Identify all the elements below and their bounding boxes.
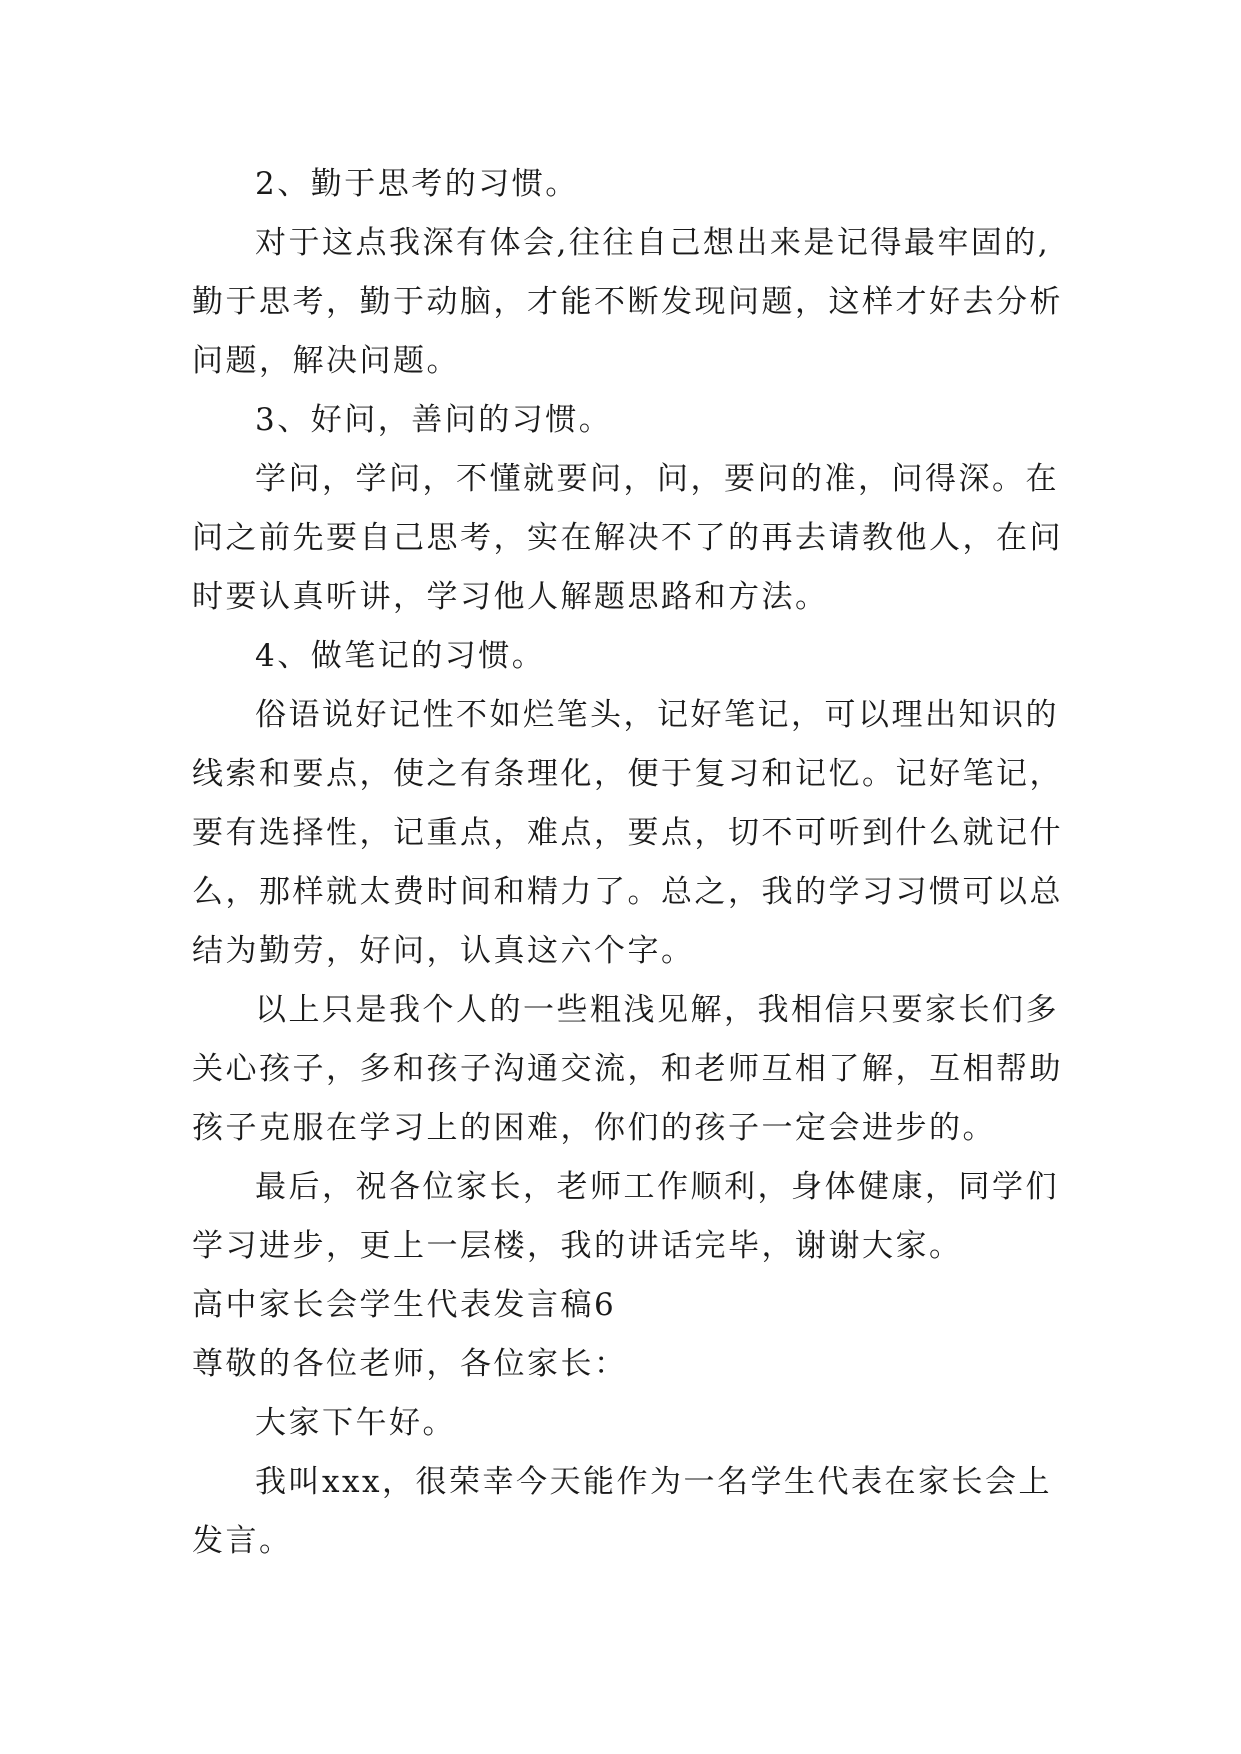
text-line: 问题，解决问题。: [192, 343, 460, 379]
text-line: 高中家长会学生代表发言稿6: [192, 1287, 617, 1323]
text-line: 尊敬的各位老师，各位家长：: [192, 1346, 628, 1382]
speech-6-salutation: [192, 1335, 1092, 1394]
item-2-heading: [192, 155, 1092, 214]
item-4-paragraph: [192, 686, 1092, 981]
text-line: 俗语说好记性不如烂笔头，记好笔记，可以理出知识的: [255, 697, 1059, 733]
text-line: 问之前先要自己思考，实在解决不了的再去请教他人，在问: [192, 520, 1063, 556]
text-line: 最后，祝各位家长，老师工作顺利，身体健康，同学们: [255, 1169, 1059, 1205]
item-2-paragraph: [192, 214, 1092, 391]
closing-paragraph-2: [192, 1158, 1092, 1276]
text-line: 2、勤于思考的习惯。: [255, 166, 579, 202]
speech-6-greeting: [192, 1394, 1092, 1453]
text-line: 学问，学问，不懂就要问，问，要问的准，问得深。在: [255, 461, 1059, 497]
text-line: 我叫xxx，很荣幸今天能作为一名学生代表在家长会上: [255, 1464, 1052, 1500]
document-body: [192, 155, 1092, 1571]
text-line: 勤于思考，勤于动脑，才能不断发现问题，这样才好去分析: [192, 284, 1063, 320]
text-line: 对于这点我深有体会,往往自己想出来是记得最牢固的,: [255, 225, 1051, 261]
text-line: 要有选择性，记重点，难点，要点，切不可听到什么就记什: [192, 815, 1063, 851]
text-line: 时要认真听讲，学习他人解题思路和方法。: [192, 579, 829, 615]
text-line: 发言。: [192, 1523, 293, 1559]
text-line: 关心孩子，多和孩子沟通交流，和老师互相了解，互相帮助: [192, 1051, 1063, 1087]
item-4-heading: [192, 627, 1092, 686]
text-line: 3、好问，善问的习惯。: [255, 402, 613, 438]
text-line: 4、做笔记的习惯。: [255, 638, 546, 674]
closing-paragraph-1: [192, 981, 1092, 1158]
text-line: 么，那样就太费时间和精力了。总之，我的学习习惯可以总: [192, 874, 1063, 910]
text-line: 以上只是我个人的一些粗浅见解，我相信只要家长们多: [255, 992, 1059, 1028]
item-3-heading: [192, 391, 1092, 450]
speech-6-title: [192, 1276, 1092, 1335]
text-line: 线索和要点，使之有条理化，便于复习和记忆。记好笔记，: [192, 756, 1063, 792]
text-line: 学习进步，更上一层楼，我的讲话完毕，谢谢大家。: [192, 1228, 963, 1264]
text-line: 孩子克服在学习上的困难，你们的孩子一定会进步的。: [192, 1110, 996, 1146]
text-line: 大家下午好。: [255, 1405, 456, 1441]
speech-6-intro: [192, 1453, 1092, 1571]
text-line: 结为勤劳，好问，认真这六个字。: [192, 933, 695, 969]
item-3-paragraph: [192, 450, 1092, 627]
